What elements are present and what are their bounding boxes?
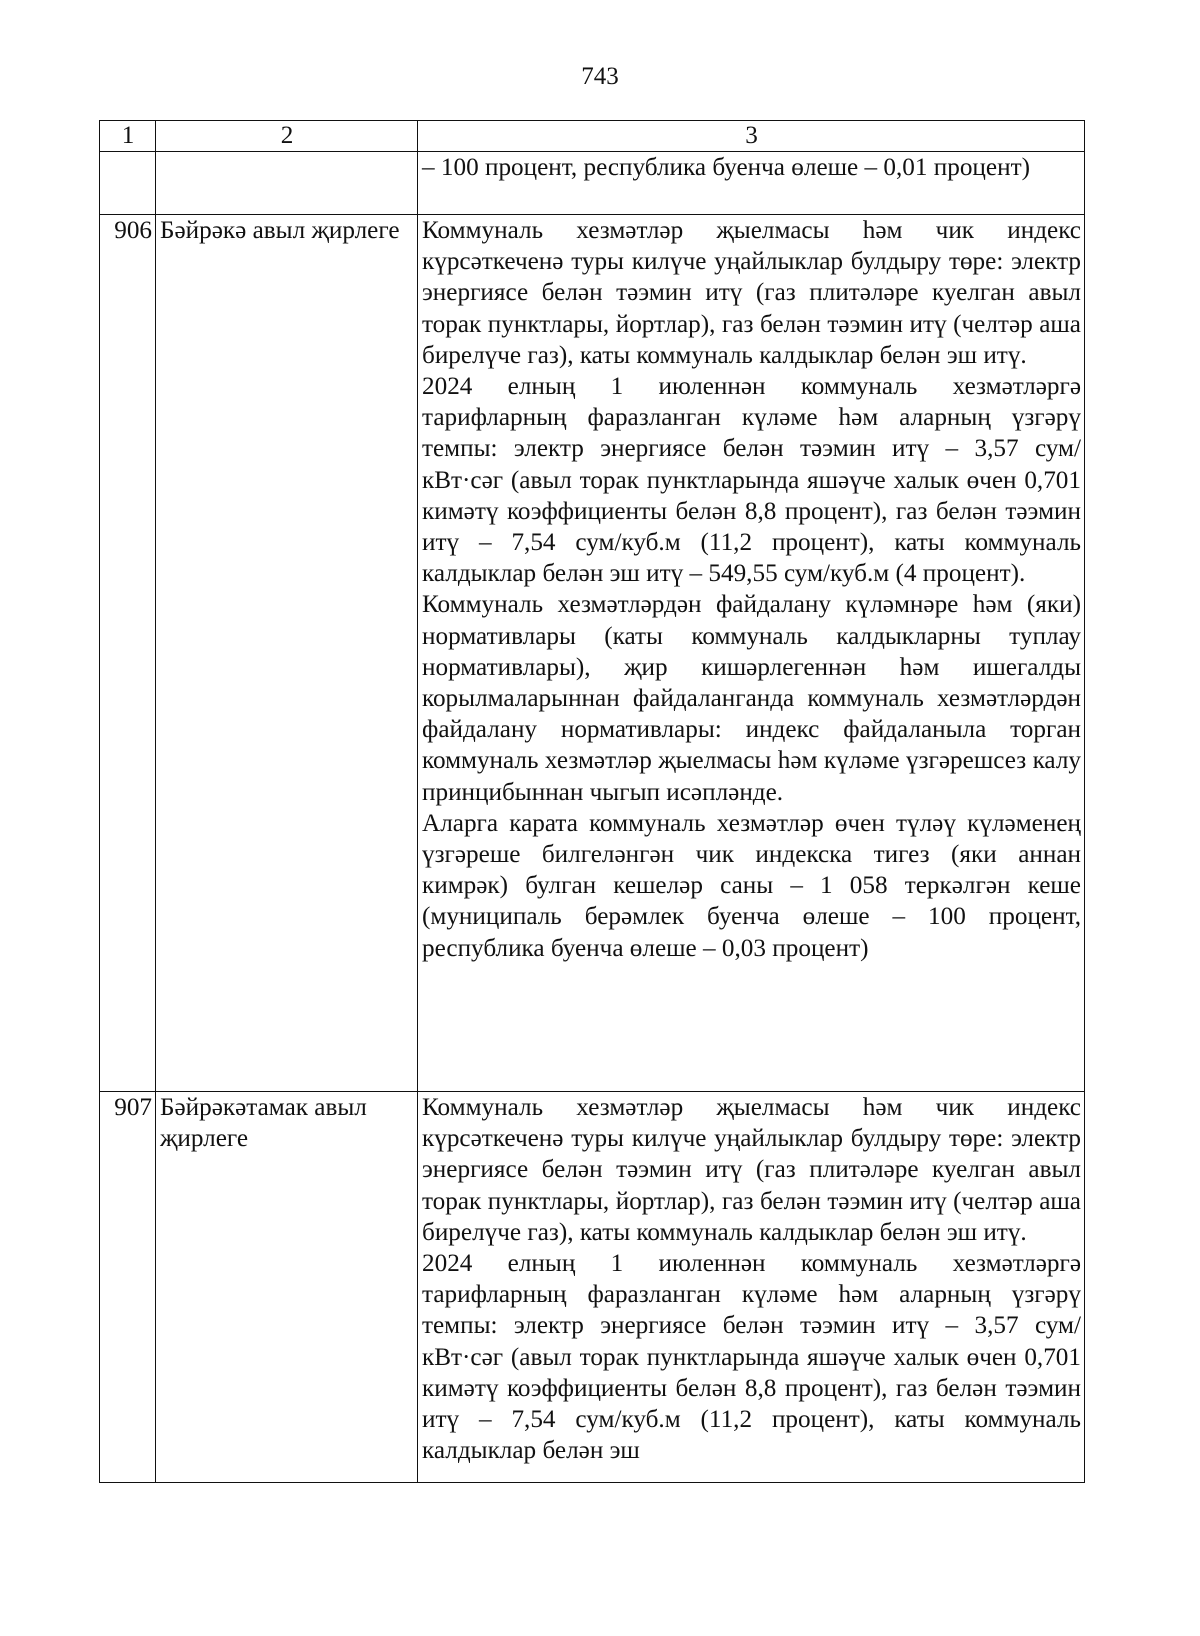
table-row bbox=[100, 152, 1085, 215]
row-description bbox=[418, 215, 1085, 1092]
page-number: 743 bbox=[581, 63, 619, 90]
row-number bbox=[100, 152, 156, 215]
settlement-name bbox=[156, 152, 418, 215]
paragraph: Коммуналь хезмәтләр җыелмасы һәм чик индекс күрсәткеченә туры килүче уңайлыклар булдыру төре: электр энергиясе белән тәэмин итү (газ плитәләре куелган авыл торак пунктлары, йортлар), газ белән тәэмин итү (челтәр аша бирелүче газ), каты коммуналь калдыклар белән эш итү. bbox=[422, 217, 1081, 369]
column-header-1: 1 bbox=[100, 121, 156, 152]
paragraph: Аларга карата коммуналь хезмәтләр өчен түләү күләменең үзгәреше билгеләнгән чик индекска тигез (яки аннан кимрәк) булган кешеләр саны – 1 058 теркәлгән кеше (муниципаль берәмлек буенча өлеше – 100 процент, республика буенча өлеше – 0,03 процент) bbox=[422, 809, 1081, 962]
paragraph: 2024 елның 1 июленнән коммуналь хезмәтләргә тарифларның фаразланган күләме һәм аларның үзгәрү темпы: электр энергиясе белән тәэмин итү – 3,57 сум/кВт·сәг (авыл торак пунктларында яшәүче халык өчен 0,701 кимәтү коэффициенты белән 8,8 процент), газ белән тәэмин итү – 7,54 сум/куб.м (11,2 процент), каты коммуналь калдыклар белән эш итү – 549,55 сум/куб.м (4 процент). bbox=[422, 373, 1081, 588]
row-number: 907 bbox=[100, 1092, 156, 1483]
paragraph: 2024 елның 1 июленнән коммуналь хезмәтләргә тарифларның фаразланган күләме һәм аларның үзгәрү темпы: электр энергиясе белән тәэмин итү – 3,57 сум/кВт·сәг (авыл торак пунктларында яшәүче халык өчен 0,701 кимәтү коэффициенты белән 8,8 процент), газ белән тәэмин итү – 7,54 сум/куб.м (11,2 процент), каты коммуналь калдыклар белән эш bbox=[422, 1250, 1081, 1465]
table-row bbox=[100, 1092, 1085, 1483]
paragraph: Коммуналь хезмәтләр җыелмасы һәм чик индекс күрсәткеченә туры килүче уңайлыклар булдыру төре: электр энергиясе белән тәэмин итү (газ плитәләре куелган авыл торак пунктлары, йортлар), газ белән тәэмин итү (челтәр аша бирелүче газ), каты коммуналь калдыклар белән эш итү. bbox=[422, 1094, 1081, 1246]
table-header-row bbox=[100, 121, 1085, 152]
table-row bbox=[100, 215, 1085, 1092]
row-description bbox=[418, 152, 1085, 215]
paragraph: – 100 процент, республика буенча өлеше – 0,01 процент) bbox=[422, 154, 1030, 181]
settlement-name: Бәйрәкәтамак авыл җирлеге bbox=[156, 1092, 418, 1483]
row-number: 906 bbox=[100, 215, 156, 1092]
paragraph: Коммуналь хезмәтләрдән файдалану күләмнәре һәм (яки) нормативлары (каты коммуналь калдыкларны туплау нормативлары), җир кишәрлегеннән һәм ишегалды корылмаларыннан файдаланганда коммуналь хезмәтләрдән файдалану нормативлары: индекс файдаланыла торган коммуналь хезмәтләр җыелмасы һәм күләме үзгәрешсез калу принцибыннан чыгып исәпләнде. bbox=[422, 591, 1081, 806]
row-description bbox=[418, 1092, 1085, 1483]
document-table bbox=[99, 120, 1085, 1483]
settlement-name: Бәйрәкә авыл җирлеге bbox=[156, 215, 418, 1092]
column-header-3: 3 bbox=[418, 121, 1085, 152]
column-header-2: 2 bbox=[156, 121, 418, 152]
